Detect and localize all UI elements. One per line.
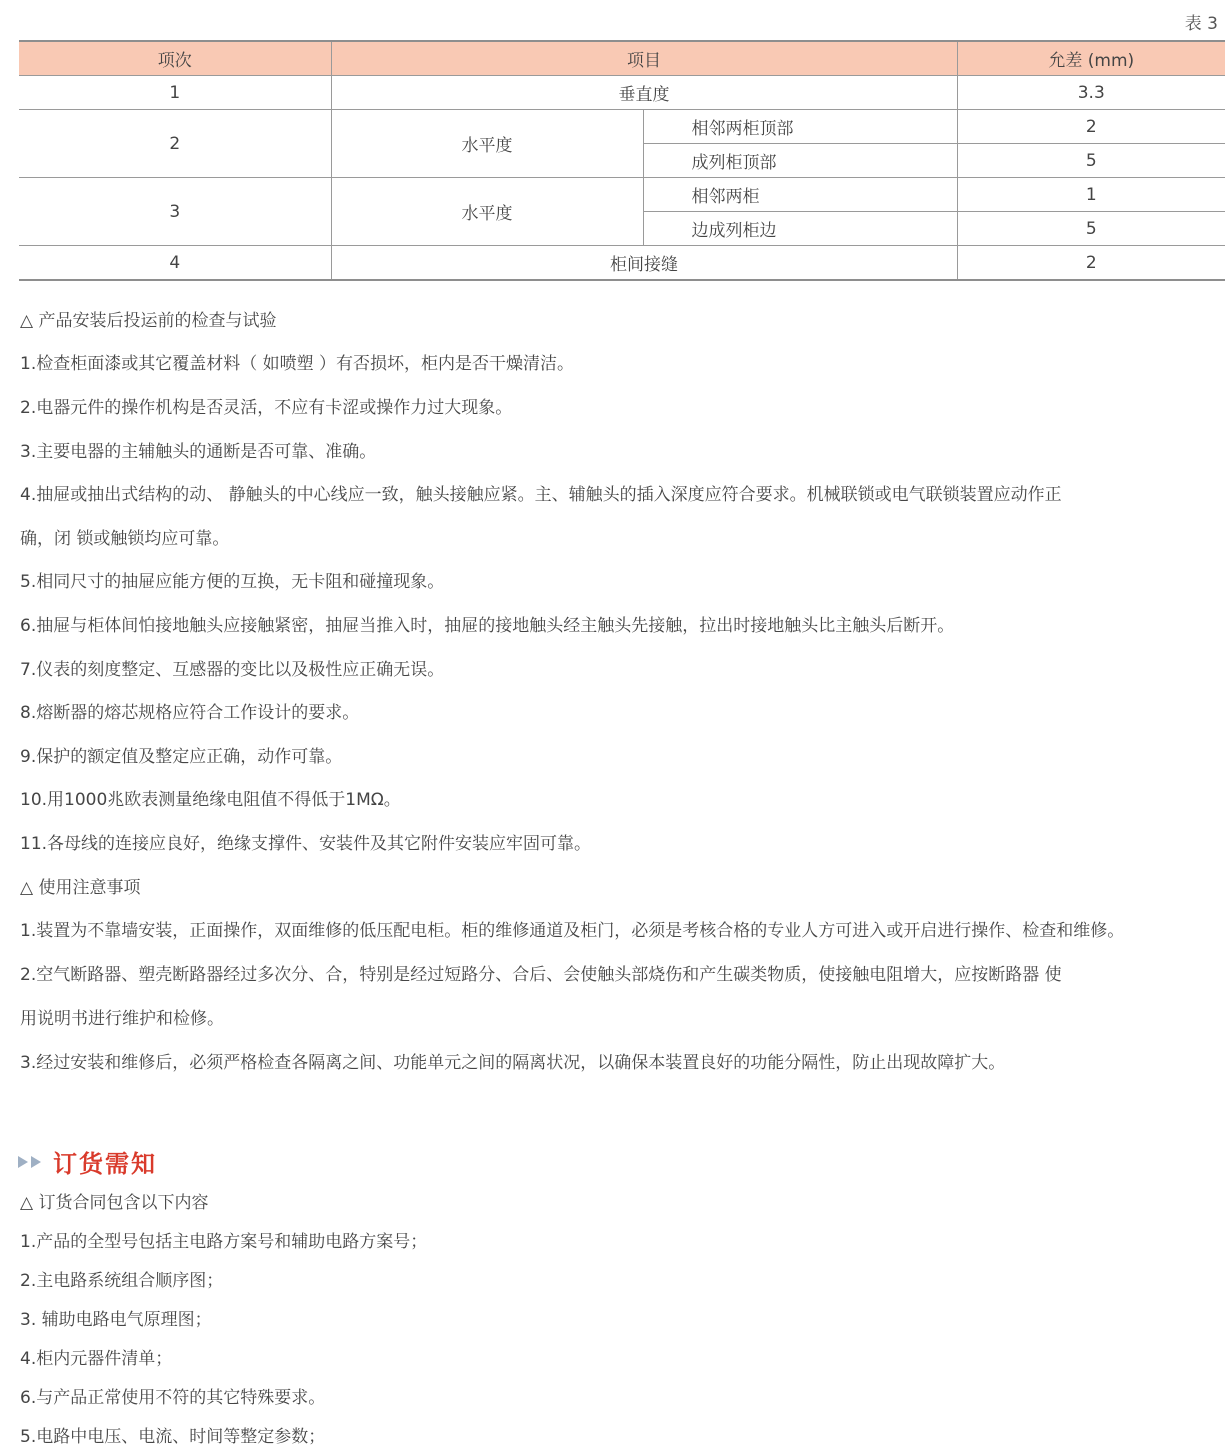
list-item: 5.电路中电压、电流、时间等整定参数； [20,1427,326,1447]
list-item: 6.抽屉与柜体间怕接地触头应接触紧密，抽屉当推入时，抽屉的接地触头经主触头先接触，拉出时接地触头比主触头后断开。 [20,616,955,636]
row-value: 2 [957,246,1225,281]
list-item: 4.柜内元器件清单； [20,1349,173,1369]
list-item: 6.与产品正常使用不符的其它特殊要求。 [20,1388,326,1408]
row-value: 2 [957,110,1225,144]
row-value: 5 [957,212,1225,246]
list-item: 2.主电路系统组合顺序图； [20,1271,224,1291]
list-item: 3.主要电器的主辅触头的通断是否可靠、准确。 [20,442,377,462]
list-item: 2.空气断路器、塑壳断路器经过多次分、合，特别是经过短路分、合后、会使触头部烧伤和产生碳类物质，使接触电阻增大，应按断路器 使 [20,965,1062,985]
row-item: 水平度 [331,110,643,178]
row-value: 5 [957,144,1225,178]
list-item: 8.熔断器的熔芯规格应符合工作设计的要求。 [20,703,360,723]
row-item: 垂直度 [331,76,957,110]
list-item: 11.各母线的连接应良好，绝缘支撑件、安装件及其它附件安装应牢固可靠。 [20,834,592,854]
header-item-no: 项次 [19,41,331,76]
row-no: 2 [19,110,331,178]
inspection-heading: △ 产品安装后投运前的检查与试验 [20,311,277,331]
table-row [19,178,1225,212]
row-no: 1 [19,76,331,110]
table-row [19,246,1225,281]
row-value: 1 [957,178,1225,212]
list-item: 5.相同尺寸的抽屉应能方便的互换，无卡阻和碰撞现象。 [20,572,445,592]
ordering-title: 订货需知 [53,1150,157,1178]
row-item: 水平度 [331,178,643,246]
list-item: 3.经过安装和维修后，必须严格检查各隔离之间、功能单元之间的隔离状况，以确保本装置良好的功能分隔性，防止出现故障扩大。 [20,1053,1006,1073]
list-item: 10.用1000兆欧表测量绝缘电阻值不得低于1MΩ。 [20,790,401,810]
list-item: 1.装置为不靠墙安装，正面操作，双面维修的低压配电柜。柜的维修通道及柜门，必须是考核合格的专业人方可进入或开启进行操作、检查和维修。 [20,921,1125,941]
list-item: 9.保护的额定值及整定应正确，动作可靠。 [20,747,343,767]
row-item: 柜间接缝 [331,246,957,281]
row-no: 3 [19,178,331,246]
list-item: 确，闭 锁或触锁均应可靠。 [20,529,230,549]
table-header-row [19,41,1225,76]
header-tolerance: 允差 (mm) [957,41,1225,76]
table-number-label: 表 3 [1184,14,1218,34]
row-no: 4 [19,246,331,281]
double-arrow-icon [18,1156,41,1168]
list-item: 7.仪表的刻度整定、互感器的变比以及极性应正确无误。 [20,660,445,680]
row-sub-item: 相邻两柜顶部 [643,110,957,144]
ordering-section-header [18,1144,157,1179]
row-sub-item: 相邻两柜 [643,178,957,212]
row-value: 3.3 [957,76,1225,110]
list-item: 4.抽屉或抽出式结构的动、 静触头的中心线应一致，触头接触应紧。主、辅触头的插入深度应符合要求。机械联锁或电气联锁装置应动作正 [20,485,1062,505]
row-sub-item: 边成列柜边 [643,212,957,246]
list-item: 1.检查柜面漆或其它覆盖材料（ 如喷塑 ）有否损坏，柜内是否干燥清洁。 [20,354,575,374]
table-row [19,76,1225,110]
list-item: 2.电器元件的操作机构是否灵活，不应有卡涩或操作力过大现象。 [20,398,513,418]
list-item: 1.产品的全型号包括主电路方案号和辅助电路方案号； [20,1232,428,1252]
list-item: 3. 辅助电路电气原理图； [20,1310,212,1330]
ordering-heading: △ 订货合同包含以下内容 [20,1193,209,1213]
table-row [19,110,1225,144]
header-item: 项目 [331,41,957,76]
tolerance-table [19,40,1225,281]
row-sub-item: 成列柜顶部 [643,144,957,178]
list-item: 用说明书进行维护和检修。 [20,1009,224,1029]
usage-heading: △ 使用注意事项 [20,878,141,898]
